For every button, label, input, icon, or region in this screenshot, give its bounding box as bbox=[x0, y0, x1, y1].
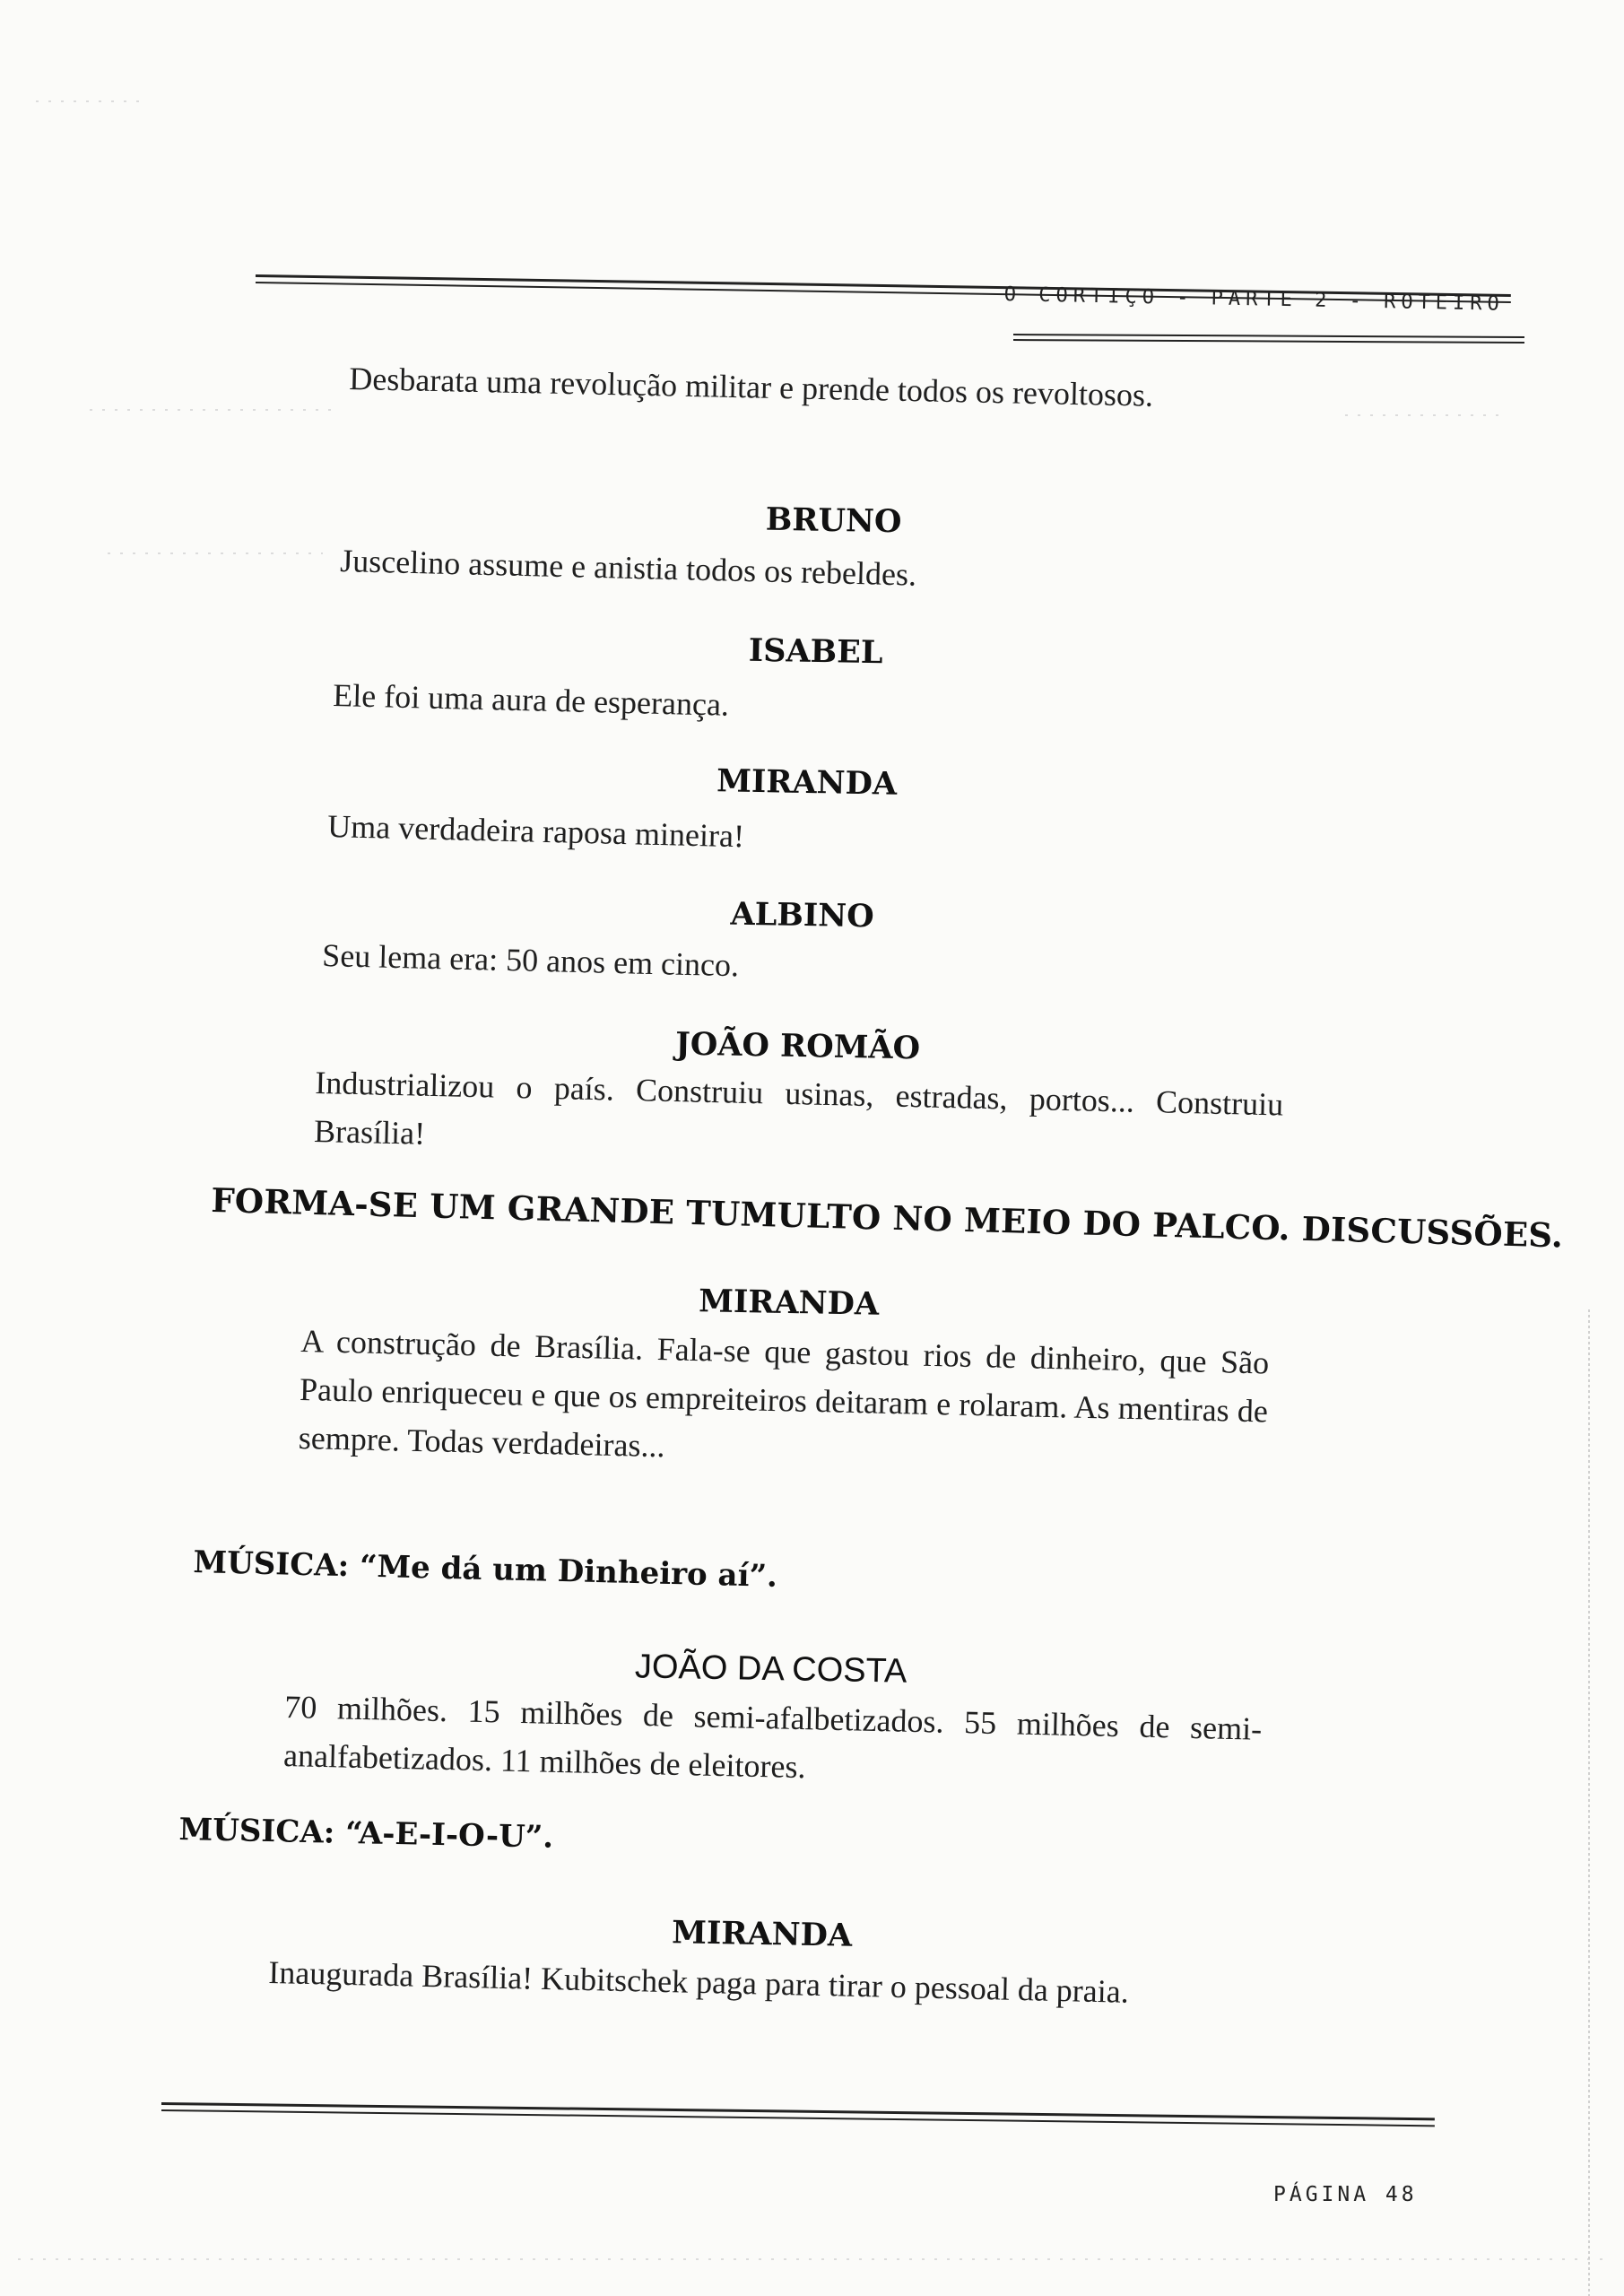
header-rule-under-2 bbox=[1013, 339, 1524, 344]
dialogue-miranda-3: Inaugurada Brasília! Kubitschek paga para tirar o pessoal da praia. bbox=[267, 1953, 1130, 2010]
dialogue-albino: Seu lema era: 50 anos em cinco. bbox=[321, 936, 740, 984]
music-cue-1: MÚSICA: “Me dá um Dinheiro aí”. bbox=[193, 1544, 778, 1595]
dialogue-miranda-2: A construção de Brasília. Fala-se que gastou rios de dinheiro, que São Paulo enriqueceu e que os empreiteiros deitaram e rolaram. As mentiras de sempre. Todas verdadeiras... bbox=[298, 1322, 1270, 1465]
stage-direction: FORMA-SE UM GRANDE TUMULTO NO MEIO DO PALCO. DISCUSSÕES. bbox=[210, 1180, 1564, 1256]
music-cue-2: MÚSICA: “A-E-I-O-U”. bbox=[178, 1812, 554, 1856]
dialogue-isabel: Ele foi uma aura de esperança. bbox=[332, 676, 730, 723]
intro-text: Desbarata uma revolução militar e prende todos os revoltosos. bbox=[349, 360, 1154, 413]
dialogue-bruno: Juscelino assume e anistia todos os rebeldes. bbox=[339, 542, 917, 593]
speaker-joao-da-costa: JOÃO DA COSTA bbox=[634, 1648, 908, 1691]
speaker-miranda-3: MIRANDA bbox=[671, 1914, 853, 1954]
speaker-miranda: MIRANDA bbox=[716, 762, 898, 803]
scan-dots-intro-right bbox=[1345, 414, 1507, 416]
speaker-isabel: ISABEL bbox=[748, 631, 883, 672]
scan-dots-top bbox=[36, 100, 143, 102]
page-number: PÁGINA 48 bbox=[1273, 2183, 1418, 2206]
speaker-albino: ALBINO bbox=[730, 895, 875, 935]
speaker-joao-romao: JOÃO ROMÃO bbox=[674, 1025, 921, 1067]
scan-dots-intro bbox=[90, 409, 332, 411]
scan-edge-line bbox=[1588, 1309, 1590, 2296]
dialogue-miranda: Uma verdadeira raposa mineira! bbox=[326, 807, 745, 855]
dialogue-joao-romao: Industrializou o país. Construiu usinas, estradas, portos... Construiu Brasília! bbox=[313, 1064, 1284, 1152]
running-header: O CORTIÇO - PARTE 2 - ROTEIRO bbox=[1003, 283, 1506, 316]
scan-dots-bruno bbox=[108, 552, 323, 554]
speaker-bruno: BRUNO bbox=[765, 500, 902, 541]
scan-dots-bottom bbox=[18, 2258, 1605, 2260]
dialogue-joao-da-costa: 70 milhões. 15 milhões de semi-afalbetizados. 55 milhões de semi-analfabetizados. 11 milhões de eleitores. bbox=[282, 1688, 1263, 1786]
speaker-miranda-2: MIRANDA bbox=[698, 1283, 880, 1323]
header-rule-under bbox=[1013, 334, 1524, 338]
